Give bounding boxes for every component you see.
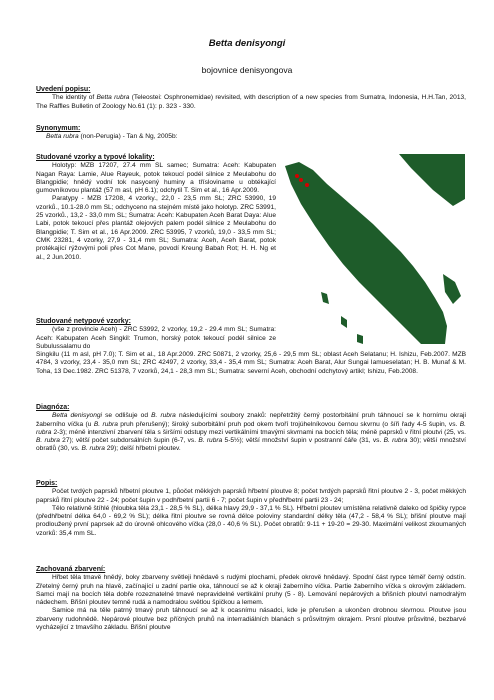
original-description-section [36, 86, 466, 111]
type-specimens-heading: Studované vzorky a typové lokality: [36, 154, 155, 161]
species-title: Betta denisyongi [208, 38, 286, 49]
description-heading: Popis: [36, 480, 58, 487]
non-type-heading: Studované netypové vzorky: [36, 318, 131, 325]
type-specimens-section [36, 154, 276, 262]
description-meristics: Počet tvrdých paprsků hřbetní ploutve 1, půočet měkkých paprsků hřbetní ploutve 8; počet tvrdých paprsků řitní ploutve 2 - 3, počet měkkých paprsků řitní ploutve 22 - 24; počet šupin v podhřbetní partii 6 - 7; počet šupin v předhřbetní partii 23 - 24; [36, 488, 466, 504]
original-description-heading: Uvedení popisu: [36, 86, 91, 93]
diagnosis-text: Betta denisyongi se odlišuje od B. rubra následujícími soubory znaků: nepřetržitý černý postorbitální pruh táhnoucí se k hornímu okraji žaberního víčka (u B. rubra pruh přerušený); široký suborbitální pruh pod okem tvoří trojúhelníkovou černou skvrnu (o šíři řady 4-5 šupin, vs. B. rubra 2-3); méně intenzivní zbarvení těla s širšími odstupy mezi vertikálními tmavými skvrnami na bocích těla; méně paprsků v řitní ploutvi (25, vs. B. rubra 27); větší počet subdorsálních šupin (6-7, vs. B. rubra 5-5½); větší množství šupin v postranní čáře (31, vs. B. rubra 30); větší množství obratlů (30, vs. B. rubra 29); delší hřbetní ploutev. [36, 412, 466, 453]
synonyms-section [36, 125, 466, 142]
original-description-text: The identity of Betta rubra (Teleostei: Osphronemidae) revisited, with description of a new species from Sumatra, Indonesia, H.H.Tan, 2013, The Raffles Bulletin of Zoology No.61 (1): p. 323 - 330. [36, 94, 467, 110]
non-type-paragraph-rest: Singkilu (11 m asl, pH 7.0); T. Sim et al., 18 Apr.2009. ZRC 50871, 2 vzorky, 25,6 - 29,5 mm SL; oblast Aceh Selatanu; H. Ishizu, Feb.2007. MZB 4784, 3 vzorky, 23,4 - 35,0 mm SL; ZRC 42497, 2 vzorky, 33,4 - 35,4 mm SL; Sumatra: Aceh Barat, Alur Sungai Iamueselatan; H. B. Munaf & M. Toha, 13 Dec.1982. ZRC 51378, 7 vzorků, 24,1 - 28,3 mm SL; Sumatra: severní Aceh, obchodní odchytový artikl; Ishizu, Feb.2008. [36, 351, 466, 375]
diagnosis-heading: Diagnóza: [36, 404, 70, 411]
non-type-section [36, 318, 466, 376]
coloration-male: Hřbet těla tmavě hnědý, boky zbarveny světleji hnědavě s rudými plochami, předek okrově hnědavý. Spodní část rypce téměř černý odstín. Zřetelný černý pruh na hlavě, začínající u zadní partie oka, táhnoucí se až k okraji žaberního víčka. Partie žaberního víčka s okrovým základem. Samci mají na bocích těla dobře rozeznatelné tmavé nepravidelné vertikální pruhy (5 - 8). Lemování nepárových a břišních ploutví namodralým nádechem. Břišní ploutev temně rudá a namodralou světlou špičkou a lemem. [36, 574, 466, 607]
synonyms-heading: Synonymum: [36, 125, 81, 132]
description-morphometrics: Tělo relativně štíhlé (hloubka těla 23,1 - 28,5 % SL), délka hlavy 29,9 - 37,1 % SL). Hřbetní ploutev umístěna relativně daleko od špičky rypce (předhřbetní délka 64,0 - 69,2 % SL); délka řitní ploutve se rovná délce poloviny standardní délky těla (47,2 - 58,4 % SL); břišní ploutve mají prodloužený první paprsek až do úrovně ohlcového víčka (28,0 - 40,6 % SL). Počet obratlů: 9-11 + 19-20 = 29-30. Maximální velikost zkoumaných vzorků: 35,4 mm SL. [36, 504, 466, 537]
coloration-female: Samice má na těle patrný tmavý pruh táhnoucí se až k ocasnímu násadci, kde je přerušen a ukončen drobnou skvrnou. Ploutve jsou zbarveny rudohnědě. Nepárové ploutve bez příčných pruhů na interradiálních blanách s průsvitným okrajem. Prsní ploutve průsvitné, bezbarvé vycházející z tmavšího základu. Břišní ploutve [36, 607, 466, 632]
description-section [36, 480, 466, 538]
coloration-section [36, 566, 466, 632]
paratypes-paragraph: Paratypy - MZB 17208, 4 vzorky., 22,0 - 23,5 mm SL; ZRC 53990, 19 vzorků., 10.1-28.0 mm SL; odchyceno na stejném místě jako holotyp. ZRC 53991, 25 vzorků., 13,2 - 33,0 mm SL; Sumatra: Aceh: Kabupaten Aceh Barat Daya: Alue Labi, potok tekoucí přes plantáž olejových palem podél silnice z Meulabohu do Blangpidie; T. Sim et al., 16 Apr.2009. ZRC 53995, 7 vzorků, 19,0 - 33,5 mm SL; CMK 23281, 4 vzorky, 27,9 - 31,4 mm SL; Sumatra: Aceh, Aceh Barat, potok protékající rýžovými poli přes Cot Mane, povodí Kreung Babah Rot; H. H. Ng et al., 2 Jun.2010. [36, 195, 276, 261]
diagnosis-section [36, 404, 466, 454]
locality-marker [295, 174, 299, 178]
sumatra-distribution-map [283, 154, 465, 344]
locality-marker [299, 178, 303, 182]
common-name: bojovnice denisyongova [201, 65, 293, 75]
coloration-heading: Zachovaná zbarvení: [36, 566, 106, 573]
locality-marker [305, 183, 309, 187]
non-type-paragraph-top: (vše z provincie Aceh) - ZRC 53992, 2 vzorky, 19,2 - 29.4 mm SL; Sumatra: Aceh: Kabupaten Aceh Singkil: Trumon, horský potok tekoucí podél silnice ze Subulussalamu do [36, 326, 276, 350]
holotype-paragraph: Holotyp: MZB 17207, 27.4 mm SL samec; Sumatra: Aceh: Kabupaten Nagan Raya: Lamie, Alue Rayeuk, potok tekoucí podél silnice z Meulabohu do Blangpidie; hnědý vodní tok nasycený huminy a třísloviname u obtékající gumovníkovou plantáž (57 m asl, pH 6.1); odchytil T. Sim et al., 16 Apr.2009. [36, 162, 276, 195]
synonyms-text: Betta rubra (non-Perugia) - Tan & Ng, 2005b: [46, 133, 178, 141]
